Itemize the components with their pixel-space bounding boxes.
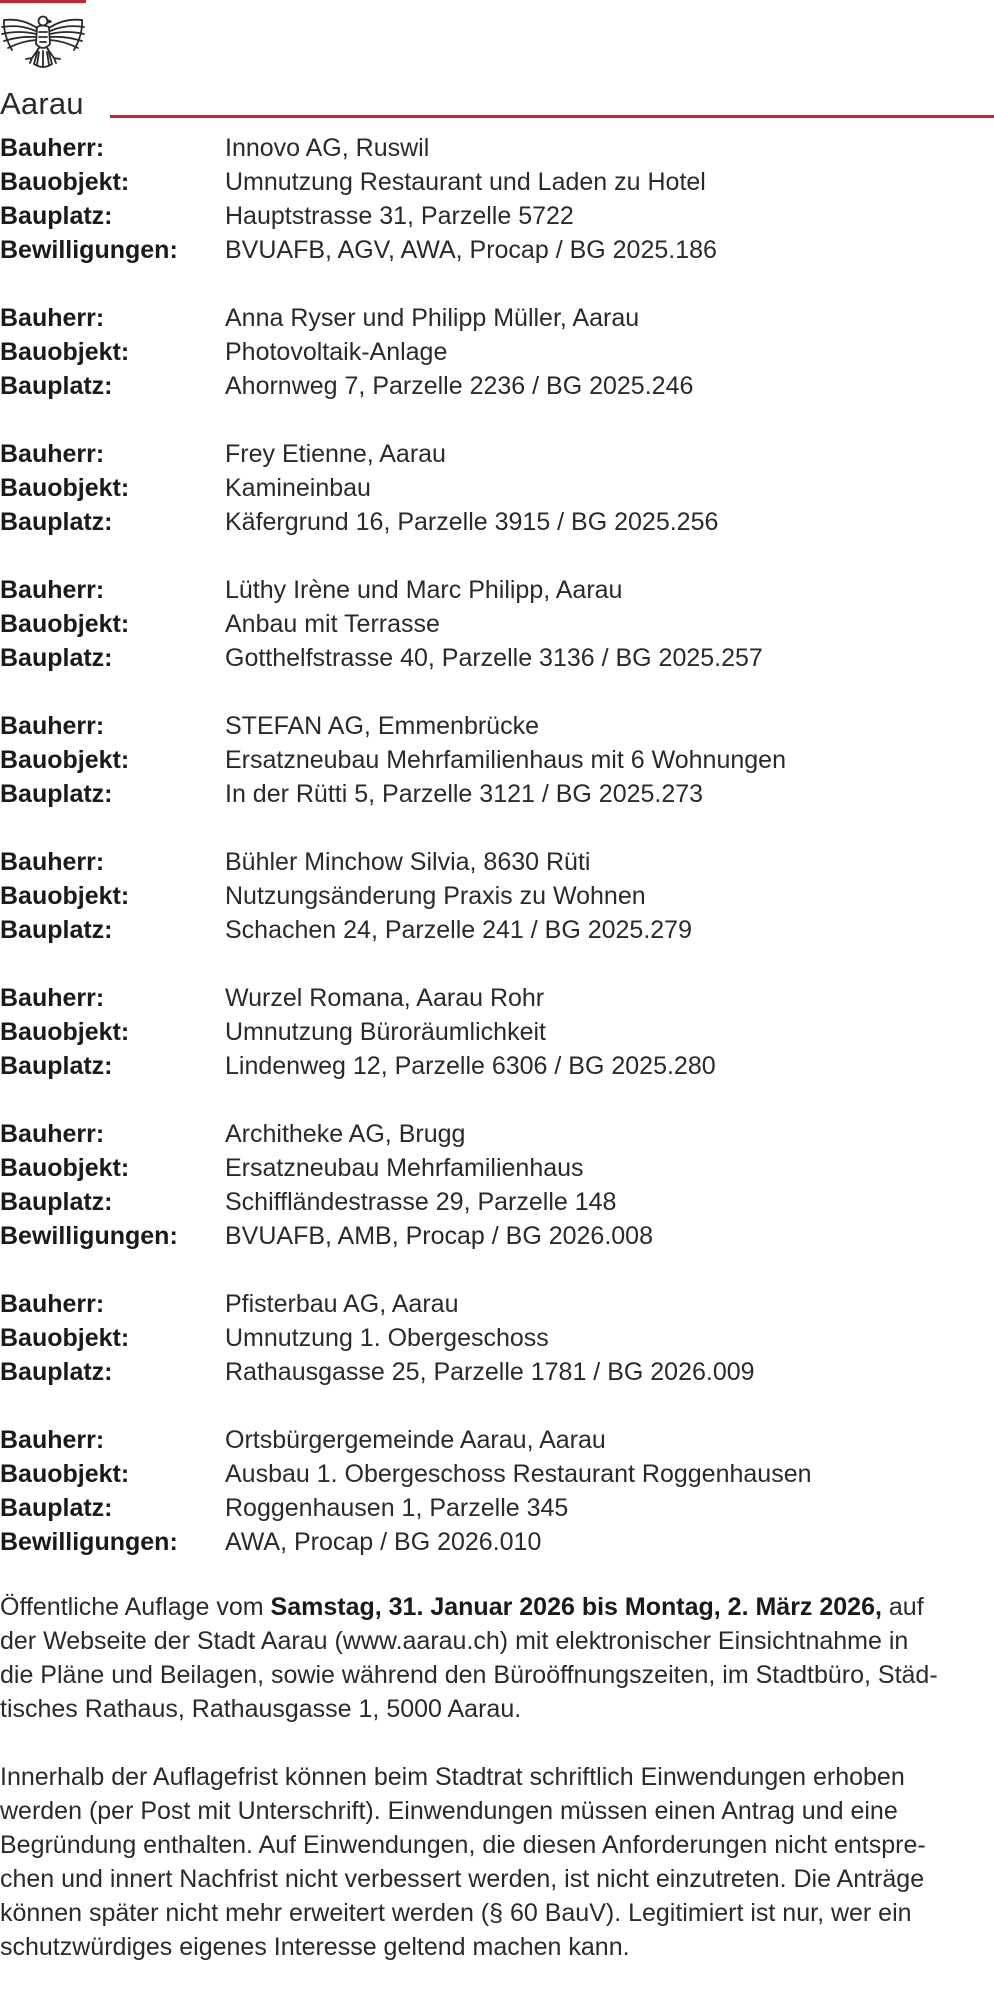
exhibition-suffix: auf [881,1593,924,1621]
paragraph-line: Begründung enthalten. Auf Einwendungen, die diesen Anforderungen nicht entspre- [0,1831,926,1859]
bauobjekt-label: Bauobjekt: [0,1018,130,1046]
bauherr-label: Bauherr: [0,712,105,740]
bauplatz-row [0,1185,994,1219]
bauherr-label: Bauherr: [0,1290,105,1318]
bauplatz-row [0,777,994,811]
bauherr-row [0,1117,994,1151]
bauherr-label: Bauherr: [0,576,105,604]
exhibition-paragraph [0,1590,990,1726]
header-divider [110,115,994,118]
bauherr-label: Bauherr: [0,1120,105,1148]
bauplatz-value: Hauptstrasse 31, Parzelle 5722 [225,202,574,230]
bewilligungen-value: BVUAFB, AMB, Procap / BG 2026.008 [225,1222,653,1250]
bauherr-value: Anna Ryser und Philipp Müller, Aarau [225,304,640,332]
bewilligungen-label: Bewilligungen: [0,1222,178,1250]
bauobjekt-row [0,335,994,369]
bauobjekt-label: Bauobjekt: [0,168,130,196]
exhibition-line [0,1590,990,1624]
bauherr-row [0,573,994,607]
bauplatz-row [0,369,994,403]
bauherr-row [0,981,994,1015]
building-application-entry [0,437,994,539]
exhibition-prefix: Öffentliche Auflage vom [0,1593,271,1621]
bauobjekt-value: Umnutzung 1. Obergeschoss [225,1324,549,1352]
bauobjekt-label: Bauobjekt: [0,882,130,910]
bauobjekt-value: Kamineinbau [225,474,371,502]
bauplatz-label: Bauplatz: [0,1494,113,1522]
paragraph-line: werden (per Post mit Unterschrift). Einwendungen müssen einen Antrag und eine [0,1797,898,1825]
bauobjekt-value: Nutzungsänderung Praxis zu Wohnen [225,882,646,910]
bauobjekt-label: Bauobjekt: [0,1154,130,1182]
bauherr-label: Bauherr: [0,984,105,1012]
bauherr-value: Lüthy Irène und Marc Philipp, Aarau [225,576,623,604]
bauherr-label: Bauherr: [0,134,105,162]
bauobjekt-value: Anbau mit Terrasse [225,610,440,638]
building-application-entry [0,845,994,947]
bauobjekt-label: Bauobjekt: [0,746,130,774]
bauplatz-value: Schachen 24, Parzelle 241 / BG 2025.279 [225,916,692,944]
bauherr-value: Innovo AG, Ruswil [225,134,430,162]
building-application-entry [0,1117,994,1253]
public-notice [0,1590,990,1998]
bauherr-label: Bauherr: [0,304,105,332]
bewilligungen-row [0,233,994,267]
bauplatz-value: Ahornweg 7, Parzelle 2236 / BG 2025.246 [225,372,694,400]
paragraph-line: können später nicht mehr erweitert werden (§ 60 BauV). Legitimiert ist nur, wer ein [0,1899,912,1927]
bauplatz-label: Bauplatz: [0,1358,113,1386]
bauobjekt-row [0,879,994,913]
bauobjekt-value: Ersatzneubau Mehrfamilienhaus mit 6 Wohnungen [225,746,786,774]
building-application-entry [0,573,994,675]
exhibition-dates: Samstag, 31. Januar 2026 bis Montag, 2. März 2026, [270,1593,882,1621]
paragraph-line: tisches Rathaus, Rathausgasse 1, 5000 Aarau. [0,1695,522,1723]
bauherr-value: Architheke AG, Brugg [225,1120,466,1148]
bauobjekt-value: Photovoltaik-Anlage [225,338,448,366]
bauobjekt-label: Bauobjekt: [0,474,130,502]
city-name: Aarau [0,86,84,121]
bauplatz-value: Käfergrund 16, Parzelle 3915 / BG 2025.256 [225,508,719,536]
paragraph-line: Innerhalb der Auflagefrist können beim Stadtrat schriftlich Einwendungen erhoben [0,1763,905,1791]
bauplatz-value: Lindenweg 12, Parzelle 6306 / BG 2025.280 [225,1052,716,1080]
paragraph-line: der Webseite der Stadt Aarau (www.aarau.ch) mit elektronischer Einsichtnahme in [0,1627,909,1655]
paragraph-line: schutzwürdiges eigenes Interesse geltend machen kann. [0,1933,630,1961]
bauherr-row [0,709,994,743]
building-application-entry [0,131,994,267]
bauherr-label: Bauherr: [0,1426,105,1454]
bauherr-row [0,437,994,471]
paragraph-line: die Pläne und Beilagen, sowie während den Büroöffnungszeiten, im Stadtbüro, Städ- [0,1661,938,1689]
bauplatz-value: Gotthelfstrasse 40, Parzelle 3136 / BG 2025.257 [225,644,763,672]
bauherr-value: Frey Etienne, Aarau [225,440,446,468]
bauherr-value: Pfisterbau AG, Aarau [225,1290,459,1318]
bauobjekt-row [0,743,994,777]
bauherr-row [0,1423,994,1457]
bauplatz-row [0,1355,994,1389]
bauobjekt-row [0,1457,994,1491]
bauplatz-label: Bauplatz: [0,780,113,808]
bauplatz-row [0,505,994,539]
bauplatz-value: Rathausgasse 25, Parzelle 1781 / BG 2026.009 [225,1358,755,1386]
bauobjekt-row [0,1151,994,1185]
bauobjekt-label: Bauobjekt: [0,1460,130,1488]
bauobjekt-value: Ersatzneubau Mehrfamilienhaus [225,1154,584,1182]
building-application-entry [0,709,994,811]
bauplatz-row [0,641,994,675]
bauherr-label: Bauherr: [0,440,105,468]
bauobjekt-label: Bauobjekt: [0,610,130,638]
bauplatz-label: Bauplatz: [0,202,113,230]
bauherr-value: Wurzel Romana, Aarau Rohr [225,984,545,1012]
building-application-entry [0,981,994,1083]
bauobjekt-row [0,607,994,641]
bewilligungen-value: BVUAFB, AGV, AWA, Procap / BG 2025.186 [225,236,717,264]
building-application-entry [0,301,994,403]
bauobjekt-value: Umnutzung Büroräumlichkeit [225,1018,546,1046]
bauobjekt-row [0,1321,994,1355]
bauherr-row [0,1287,994,1321]
bauherr-value: Ortsbürgergemeinde Aarau, Aarau [225,1426,606,1454]
bauplatz-value: In der Rütti 5, Parzelle 3121 / BG 2025.273 [225,780,704,808]
paragraph-line: chen und innert Nachfrist nicht verbessert werden, ist nicht einzutreten. Die Anträge [0,1865,925,1893]
page-header [0,0,994,130]
bauplatz-label: Bauplatz: [0,372,113,400]
eagle-coat-of-arms-icon [0,12,86,88]
bauplatz-label: Bauplatz: [0,1188,113,1216]
bauherr-value: Bühler Minchow Silvia, 8630 Rüti [225,848,591,876]
bewilligungen-label: Bewilligungen: [0,1528,178,1556]
bauobjekt-label: Bauobjekt: [0,338,130,366]
building-application-entry [0,1423,994,1559]
bauherr-row [0,131,994,165]
bauplatz-row [0,913,994,947]
bauobjekt-row [0,1015,994,1049]
bauplatz-label: Bauplatz: [0,916,113,944]
bewilligungen-value: AWA, Procap / BG 2026.010 [225,1528,542,1556]
bauherr-label: Bauherr: [0,848,105,876]
bauobjekt-value: Ausbau 1. Obergeschoss Restaurant Roggenhausen [225,1460,812,1488]
bauplatz-label: Bauplatz: [0,644,113,672]
bauplatz-row [0,1049,994,1083]
bauplatz-label: Bauplatz: [0,1052,113,1080]
bauobjekt-label: Bauobjekt: [0,1324,130,1352]
bauplatz-label: Bauplatz: [0,508,113,536]
bauobjekt-row [0,165,994,199]
bauobjekt-row [0,471,994,505]
bewilligungen-row [0,1219,994,1253]
bauplatz-value: Roggenhausen 1, Parzelle 345 [225,1494,569,1522]
bauherr-value: STEFAN AG, Emmenbrücke [225,712,539,740]
bewilligungen-label: Bewilligungen: [0,236,178,264]
building-application-entry [0,1287,994,1389]
bewilligungen-row [0,1525,994,1559]
bauplatz-row [0,1491,994,1525]
objection-paragraph [0,1760,990,1964]
bauobjekt-value: Umnutzung Restaurant und Laden zu Hotel [225,168,706,196]
bauherr-row [0,301,994,335]
accent-bar [0,0,86,3]
building-applications-list [0,131,994,1593]
bauplatz-value: Schiffländestrasse 29, Parzelle 148 [225,1188,617,1216]
bauplatz-row [0,199,994,233]
bauherr-row [0,845,994,879]
